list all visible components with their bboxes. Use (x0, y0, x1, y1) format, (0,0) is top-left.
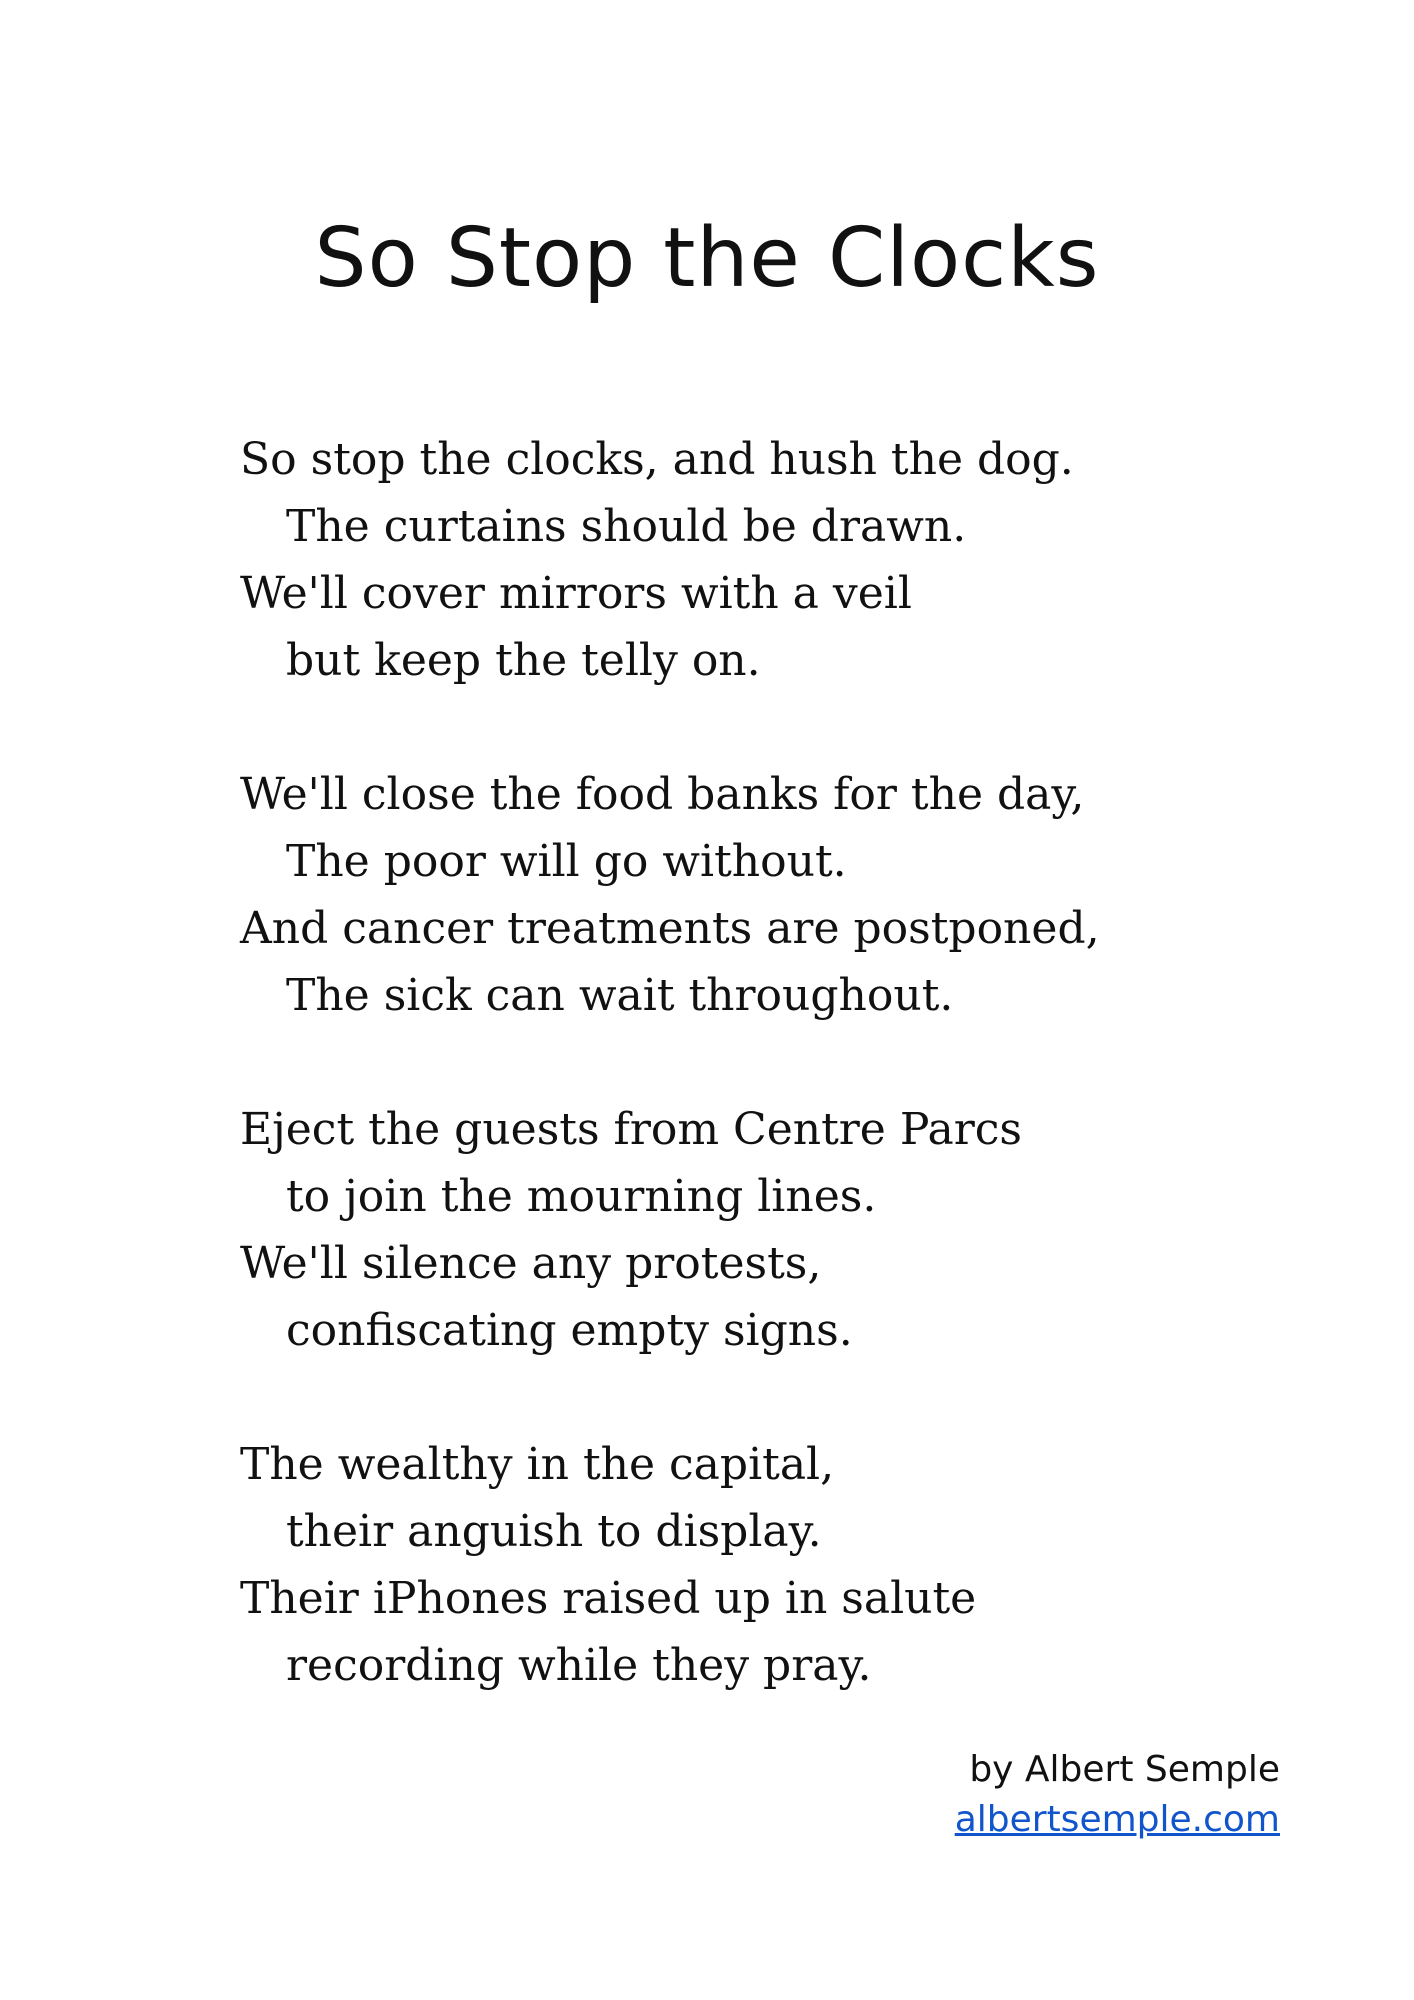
poem-line: The curtains should be drawn. (286, 501, 967, 552)
stanza-1 (240, 426, 1240, 694)
poem-line: We'll silence any protests, (240, 1238, 822, 1289)
poem-line: recording while they pray. (286, 1640, 872, 1691)
poem-line: We'll cover mirrors with a veil (240, 568, 912, 619)
poem-line: And cancer treatments are postponed, (240, 903, 1100, 954)
poem-title: So Stop the Clocks (314, 211, 1100, 306)
poem-line: but keep the telly on. (286, 635, 761, 686)
byline (955, 1745, 1280, 1845)
poem-line: The sick can wait throughout. (286, 970, 954, 1021)
poem-line: their anguish to display. (286, 1506, 822, 1557)
poem-line: Their iPhones raised up in salute (240, 1573, 977, 1624)
stanza-4 (240, 1431, 1240, 1699)
stanza-2 (240, 761, 1240, 1029)
poem-line: to join the mourning lines. (286, 1171, 877, 1222)
poem-line: The poor will go without. (286, 836, 847, 887)
poem-line: confiscating empty signs. (286, 1305, 853, 1356)
author-name: by Albert Semple (969, 1749, 1280, 1790)
stanza-3 (240, 1096, 1240, 1364)
website-link[interactable]: albertsemple.com (954, 1799, 1280, 1840)
poem-body (240, 426, 1240, 1699)
poem-line: So stop the clocks, and hush the dog. (240, 434, 1074, 485)
poem-line: The wealthy in the capital, (240, 1439, 835, 1490)
poem-line: We'll close the food banks for the day, (240, 769, 1085, 820)
poem-line: Eject the guests from Centre Parcs (240, 1104, 1022, 1155)
